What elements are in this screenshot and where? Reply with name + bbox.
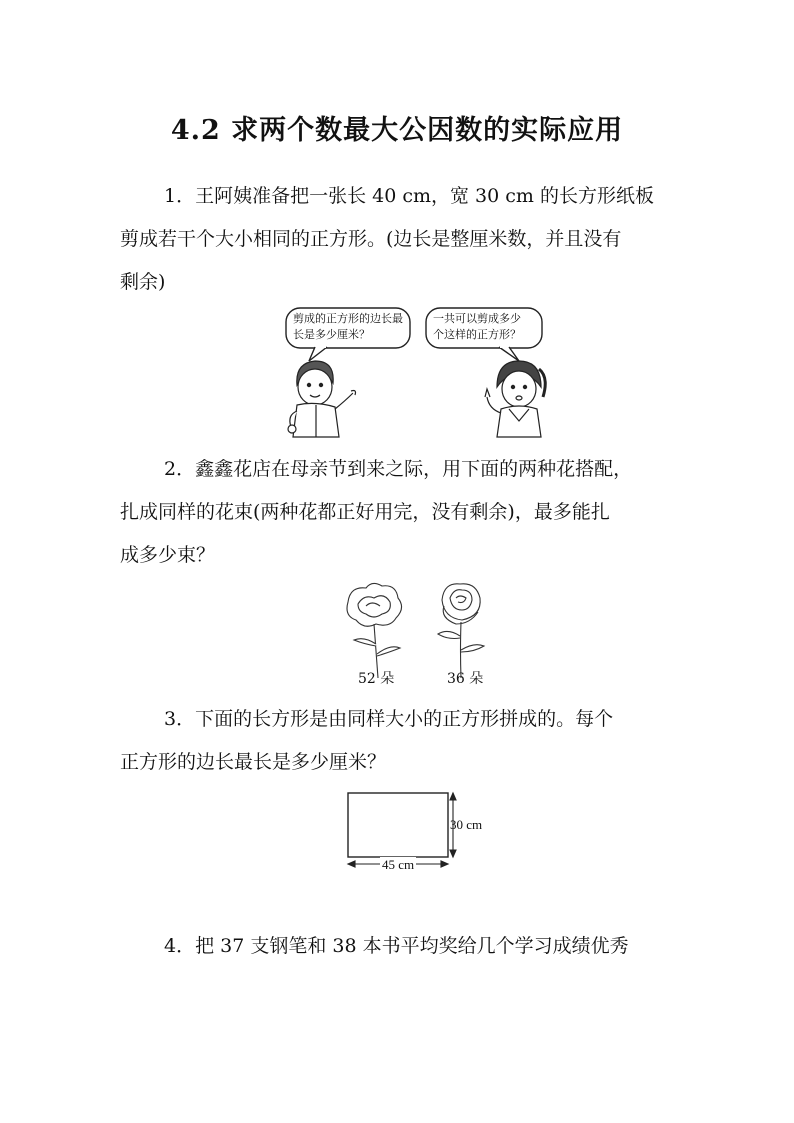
question-2-flowers xyxy=(340,580,500,690)
question-3-line-1: 3．下面的长方形是由同样大小的正方形拼成的。每个 xyxy=(164,708,614,730)
question-1-illustration xyxy=(283,305,553,440)
speech-bubble-right-text: 一共可以剪成多少 个这样的正方形？ xyxy=(433,312,521,341)
rose-icon xyxy=(438,584,484,678)
question-1-line-3: 剩余) xyxy=(120,271,166,293)
height-label: 30 cm xyxy=(450,817,483,832)
question-1-line-1: 1．王阿姨准备把一张长 40 cm，宽 30 cm 的长方形纸板 xyxy=(164,185,654,207)
carnation-count-label: 52 朵 xyxy=(358,671,395,687)
question-2-line-2: 扎成同样的花束(两种花都正好用完，没有剩余)，最多能扎 xyxy=(120,501,610,523)
rectangle-shape xyxy=(348,793,448,857)
question-1 xyxy=(120,175,680,304)
girl-figure xyxy=(485,361,545,437)
width-label: 45 cm xyxy=(382,857,415,872)
page-title: 4.2 求两个数最大公因数的实际应用 xyxy=(170,115,624,146)
question-2-line-1: 2．鑫鑫花店在母亲节到来之际，用下面的两种花搭配， xyxy=(164,458,633,480)
question-4-line-1: 4．把 37 支钢笔和 38 本书平均奖给几个学习成绩优秀 xyxy=(164,935,629,957)
speech-bubble-left-text: 剪成的正方形的边长最 长是多少厘米？ xyxy=(293,312,403,341)
boy-figure xyxy=(288,361,356,437)
question-3-line-2: 正方形的边长最长是多少厘米？ xyxy=(120,751,387,773)
question-1-line-2: 剪成若干个大小相同的正方形。(边长是整厘米数，并且没有 xyxy=(120,228,622,250)
question-2-line-3: 成多少束？ xyxy=(120,544,216,566)
question-4 xyxy=(120,925,680,968)
question-3 xyxy=(120,698,680,784)
question-2 xyxy=(120,448,680,577)
carnation-icon xyxy=(347,583,402,678)
rose-count-label: 36 朵 xyxy=(447,671,484,687)
question-3-rectangle-figure xyxy=(340,785,500,880)
